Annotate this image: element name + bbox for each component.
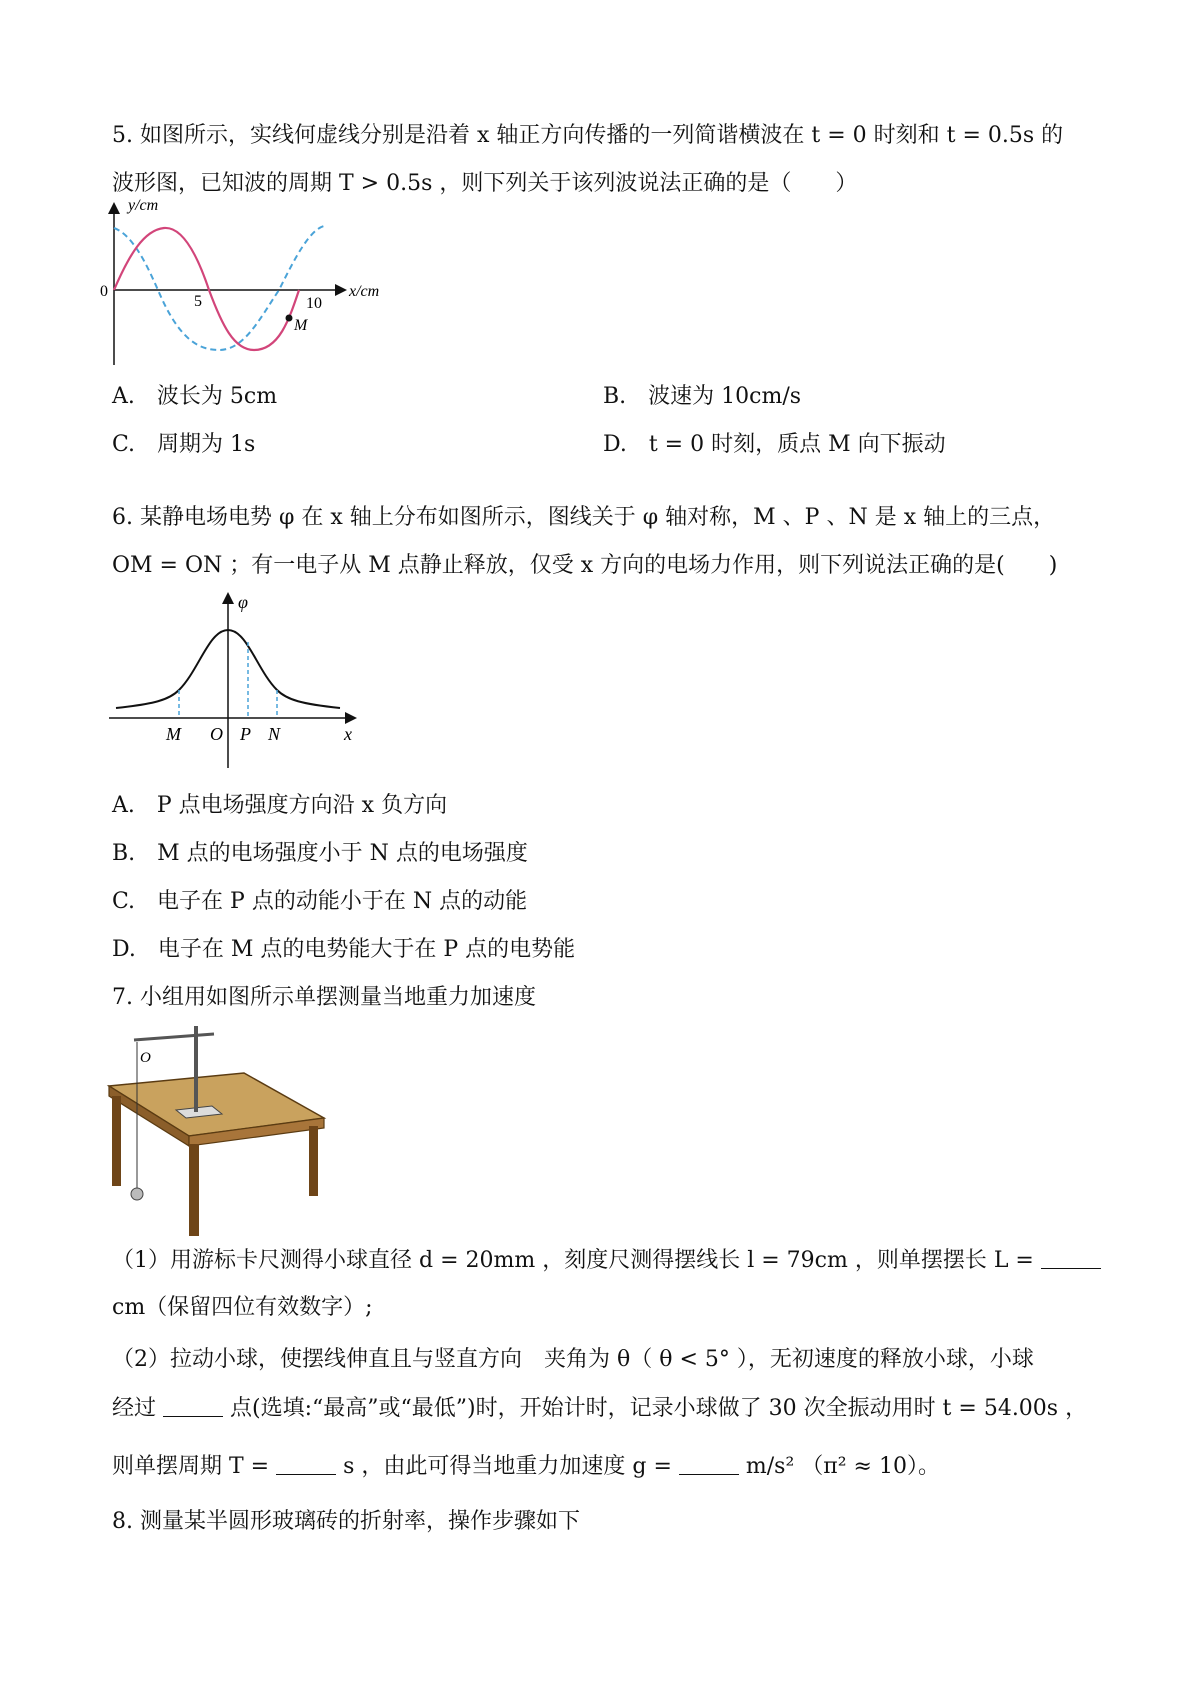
q7-pendulum-figure [104,1018,334,1238]
q6-stem-line2: OM = ON ；有一电子从 M 点静止释放，仅受 x 方向的电场力作用，则下列说法正确的是( ) [112,553,1058,578]
q7-part2-text-c: 则单摆周期 T = [112,1454,270,1479]
q7-part2-line3 [112,1452,940,1481]
q5-stem-line1: 5. 如图所示，实线何虚线分别是沿着 x 轴正方向传播的一列简谐横波在 t = 0 时刻和 t = 0.5s 的 [112,123,1064,148]
table-leg [112,1096,121,1186]
q6-option-b[interactable]: B. M 点的电场强度小于 N 点的电场强度 [112,841,528,866]
q5-option-b[interactable]: B. 波速为 10cm/s [603,384,802,409]
answer-blank-position[interactable] [163,1394,223,1417]
q5-option-c[interactable]: C. 周期为 1s [112,432,256,457]
q5-wave-figure [100,197,404,370]
q7-part1-text: （1）用游标卡尺测得小球直径 d = 20mm ，刻度尺测得摆线长 l = 79cm ，则单摆摆长 L = [112,1248,1034,1273]
q6-option-a[interactable]: A. P 点电场强度方向沿 x 负方向 [112,793,448,818]
pendulum-bob [131,1188,143,1200]
m-label: M [166,724,181,744]
table-leg [189,1144,199,1236]
point-m-label: M [294,317,308,334]
q8-stem-line1: 8. 测量某半圆形玻璃砖的折射率，操作步骤如下 [112,1509,580,1534]
tick-10-label: 10 [306,295,322,312]
origin-label: 0 [100,283,108,300]
x-label: x [344,724,352,744]
answer-blank-period[interactable] [276,1452,336,1475]
phi-label: φ [238,592,248,612]
q7-part1-line1 [112,1246,1101,1275]
table-leg [309,1126,318,1196]
q7-part2-text-e: m/s² （π² ≈ 10）。 [745,1454,940,1479]
q7-part2-line2 [112,1394,1087,1423]
p-label: P [240,724,251,744]
q7-part2-text-b: 点(选填:“最高”或“最低”)时，开始计时，记录小球做了 30 次全振动用时 t = 54.00s ， [230,1396,1088,1421]
q5-option-a[interactable]: A. 波长为 5cm [112,384,278,409]
n-label: N [268,724,281,744]
stand-arm [134,1034,214,1040]
q7-stem-line1: 7. 小组用如图所示单摆测量当地重力加速度 [112,985,536,1010]
point-m [286,315,293,322]
q5-stem-line2: 波形图，已知波的周期 T > 0.5s ，则下列关于该列波说法正确的是（ ） [112,171,858,196]
q7-part2-line1: （2）拉动小球，使摆线伸直且与竖直方向 夹角为 θ（ θ < 5° ），无初速度的释放小球，小球 [112,1347,1034,1372]
q7-part1-line2: cm（保留四位有效数字）; [112,1295,373,1320]
answer-blank-length[interactable] [1041,1246,1101,1269]
pivot-o-label: O [140,1050,151,1066]
x-axis-label: x/cm [349,283,380,300]
q6-stem-line1: 6. 某静电场电势 φ 在 x 轴上分布如图所示，图线关于 φ 轴对称，M 、P 、N 是 x 轴上的三点， [112,505,1056,530]
q7-part2-text-d: s ，由此可得当地重力加速度 g = [343,1454,672,1479]
q6-potential-figure [104,590,374,770]
o-label: O [210,724,223,744]
answer-blank-gravity[interactable] [679,1452,739,1475]
tick-5-label: 5 [194,293,202,310]
q7-part2-text-a: 经过 [112,1396,157,1421]
solid-wave [114,228,299,350]
dashed-wave [114,226,324,350]
q5-option-d[interactable]: D. t = 0 时刻，质点 M 向下振动 [603,432,946,457]
q6-option-d[interactable]: D. 电子在 M 点的电势能大于在 P 点的电势能 [112,937,576,962]
y-axis-label: y/cm [128,197,159,214]
q6-option-c[interactable]: C. 电子在 P 点的动能小于在 N 点的动能 [112,889,528,914]
